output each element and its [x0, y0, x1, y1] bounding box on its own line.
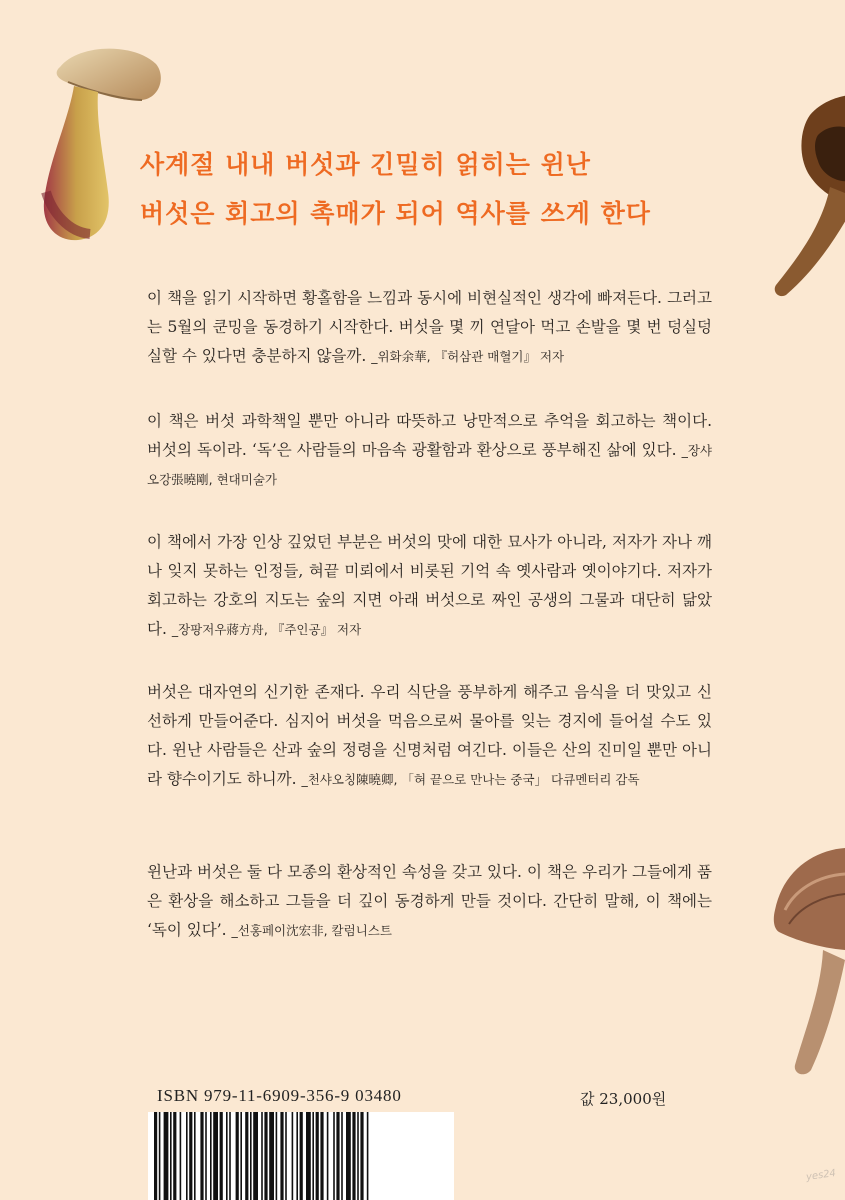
- headline-line-2: 버섯은 회고의 촉매가 되어 역사를 쓰게 한다: [140, 199, 651, 228]
- barcode-bar: [292, 1112, 294, 1200]
- barcode-bar: [341, 1112, 343, 1200]
- review-attribution: _선홍페이沈宏非, 칼럼니스트: [231, 923, 392, 938]
- headline: [140, 140, 760, 238]
- barcode-bar: [205, 1112, 207, 1200]
- review-attribution: _위화余華, 『허삼관 매혈기』 저자: [371, 349, 565, 364]
- review-text: 윈난과 버섯은 둘 다 모종의 환상적인 속성을 갖고 있다. 이 책은 우리가 그들에게 품은 환상을 해소하고 그들을 더 깊이 동경하게 만들 것이다. 간단히 말해, 이 책에는 ‘독이 있다’.: [147, 863, 712, 939]
- barcode-bar: [312, 1112, 314, 1200]
- barcode-bar: [186, 1112, 188, 1200]
- barcode-bar: [180, 1112, 182, 1200]
- barcode-bar: [194, 1112, 196, 1200]
- barcode-bar: [336, 1112, 339, 1200]
- barcode-bar: [285, 1112, 287, 1200]
- barcode-bar: [346, 1112, 351, 1200]
- barcode-bars: [148, 1112, 454, 1200]
- barcode-bar: [200, 1112, 203, 1200]
- review-attribution: _장샤오강張曉剛, 현대미술가: [147, 443, 712, 487]
- review-text: 이 책은 버섯 과학책일 뿐만 아니라 따뜻하고 낭만적으로 추억을 회고하는 책이다. 버섯의 독이라. ‘독’은 사람들의 마음속 광활함과 환상으로 풍부해진 삶에 있다.: [147, 412, 712, 459]
- barcode-bar: [210, 1112, 212, 1200]
- barcode-bar: [360, 1112, 363, 1200]
- barcode-bar: [170, 1112, 172, 1200]
- barcode-bar: [280, 1112, 283, 1200]
- barcode-bar: [240, 1112, 242, 1200]
- barcode-bar: [357, 1112, 359, 1200]
- barcode-bar: [300, 1112, 303, 1200]
- barcode-bar: [164, 1112, 169, 1200]
- barcode-bar: [245, 1112, 248, 1200]
- price-label: 값 23,000원: [580, 1090, 667, 1108]
- isbn-label: ISBN 979-11-6909-356-9 03480: [157, 1086, 402, 1105]
- barcode-bar: [173, 1112, 176, 1200]
- barcode-bar: [261, 1112, 263, 1200]
- barcode-bar: [154, 1112, 157, 1200]
- review-paragraph-3: [147, 528, 712, 644]
- watermark-logo: yes24: [805, 1167, 837, 1184]
- barcode-bar: [367, 1112, 369, 1200]
- barcode-bar: [316, 1112, 319, 1200]
- barcode-bar: [189, 1112, 192, 1200]
- review-paragraph-2: [147, 407, 712, 494]
- barcode-bar: [250, 1112, 252, 1200]
- barcode-bar: [352, 1112, 355, 1200]
- barcode-bar: [226, 1112, 228, 1200]
- barcode-bar: [264, 1112, 267, 1200]
- review-text: 이 책에서 가장 인상 깊었던 부분은 버섯의 맛에 대한 묘사가 아니라, 저자가 자나 깨나 잊지 못하는 인정들, 혀끝 미뢰에서 비롯된 기억 속 옛사람과 옛이야기다. 저자가 회고하는 강호의 지도는 숲의 지면 아래 버섯으로 짜인 공생의 그물과 대단히 닮았다.: [147, 533, 712, 638]
- barcode-bar: [236, 1112, 239, 1200]
- mushroom-illustration-right-lower: [765, 840, 845, 1080]
- review-paragraph-5: [147, 858, 712, 945]
- barcode-bar: [229, 1112, 231, 1200]
- review-attribution: _장팡저우蔣方舟, 『주인공』 저자: [171, 622, 362, 637]
- review-paragraph-4: [147, 678, 712, 794]
- barcode-bar: [269, 1112, 274, 1200]
- review-attribution: _천샤오칭陳曉卿, 「혀 끝으로 만나는 중국」 다큐멘터리 감독: [301, 772, 640, 787]
- headline-line-1: 사계절 내내 버섯과 긴밀히 얽히는 윈난: [140, 150, 591, 179]
- review-text: 이 책을 읽기 시작하면 황홀함을 느낌과 동시에 비현실적인 생각에 빠져든다. 그러고는 5월의 쿤밍을 동경하기 시작한다. 버섯을 몇 끼 연달아 먹고 손발을 몇 번 덩실덩실할 수 있다면 충분하지 않을까.: [147, 289, 712, 365]
- barcode-bar: [213, 1112, 218, 1200]
- barcode-bar: [320, 1112, 323, 1200]
- review-text: 버섯은 대자연의 신기한 존재다. 우리 식단을 풍부하게 해주고 음식을 더 맛있고 신선하게 만들어준다. 심지어 버섯을 먹음으로써 물아를 잊는 경지에 들어설 수도 있다. 윈난 사람들은 산과 숲의 정령을 신명처럼 여긴다. 이들은 산의 진미일 뿐만 아니라 향수이기도 하니까.: [147, 683, 712, 788]
- barcode: [148, 1112, 454, 1200]
- barcode-bar: [333, 1112, 335, 1200]
- barcode-bar: [159, 1112, 161, 1200]
- mushroom-illustration-right-upper: [770, 95, 845, 315]
- barcode-bar: [327, 1112, 329, 1200]
- barcode-bar: [296, 1112, 298, 1200]
- review-paragraph-1: [147, 284, 712, 371]
- barcode-bar: [306, 1112, 311, 1200]
- barcode-bar: [220, 1112, 223, 1200]
- barcode-bar: [253, 1112, 258, 1200]
- barcode-bar: [276, 1112, 278, 1200]
